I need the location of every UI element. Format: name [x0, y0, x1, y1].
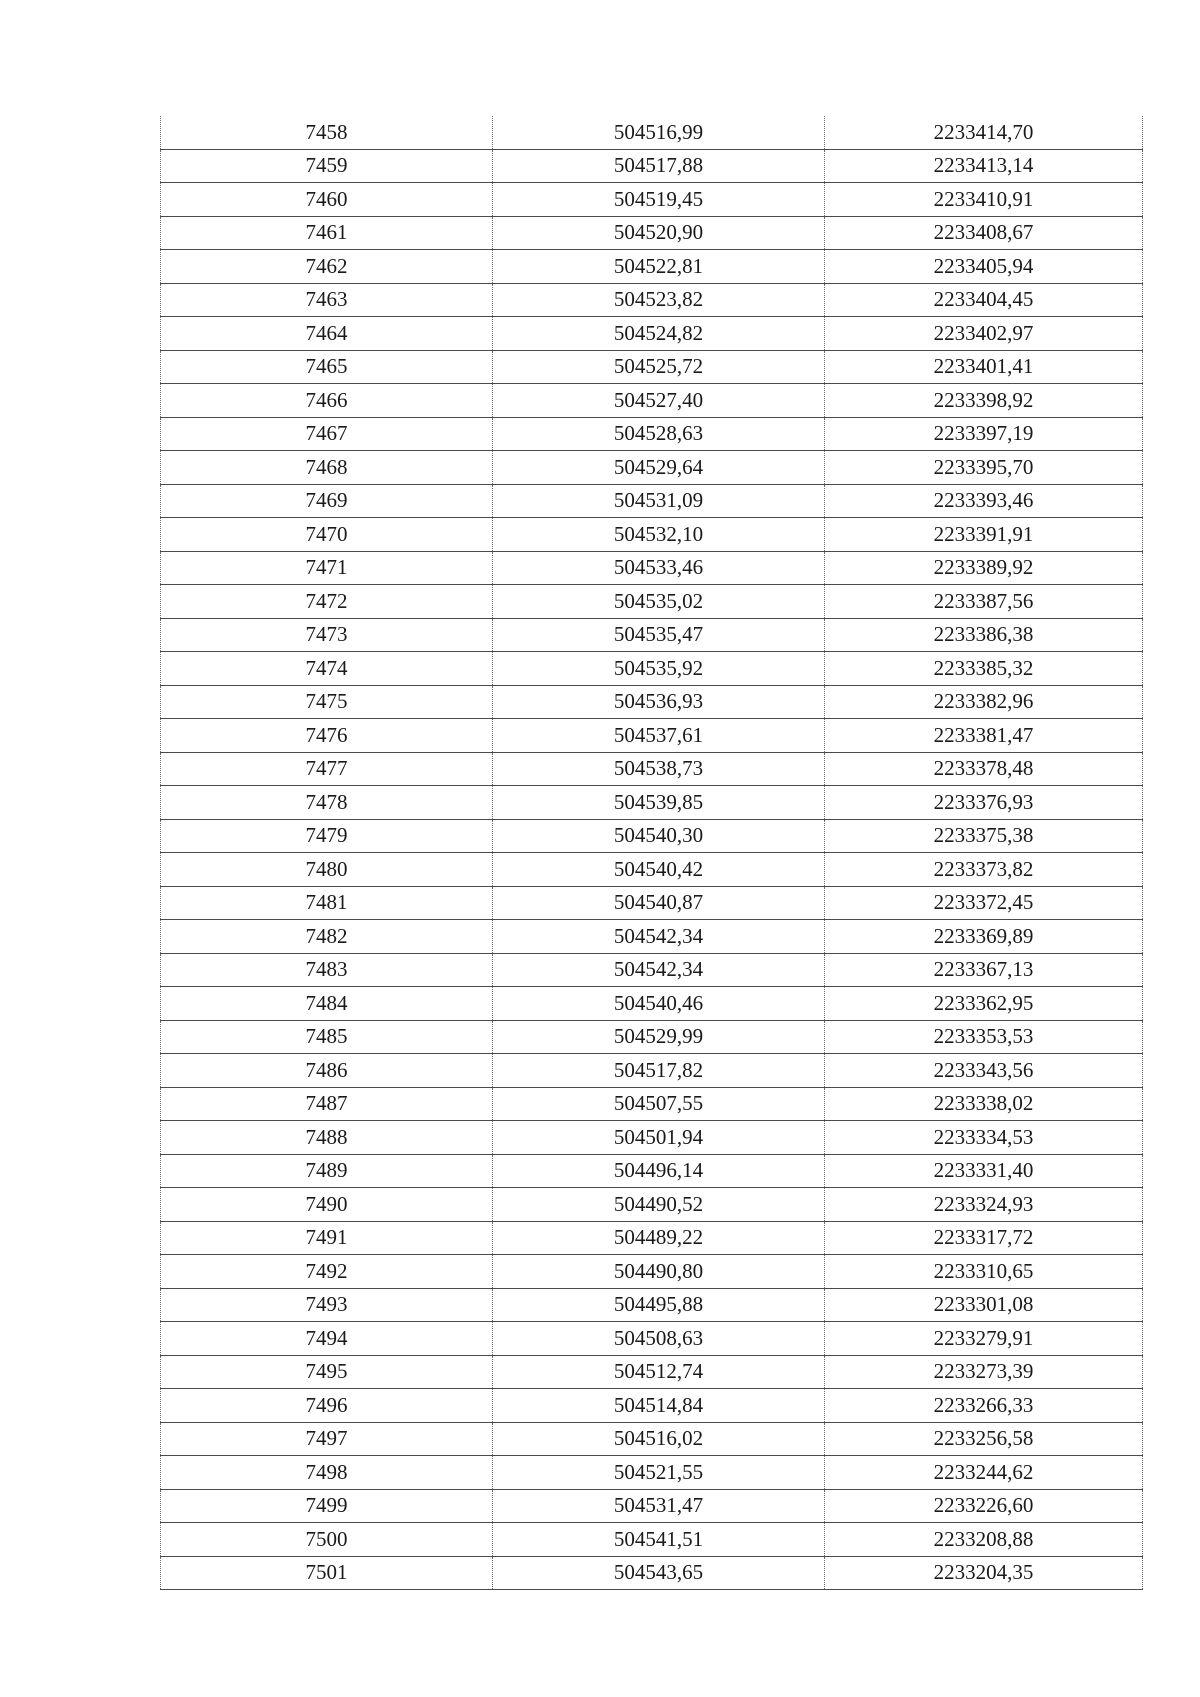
y-coordinate-cell: 2233405,94 — [825, 250, 1143, 284]
table-row — [161, 1221, 1143, 1255]
y-coordinate-cell: 2233256,58 — [825, 1422, 1143, 1456]
table-row — [161, 1422, 1143, 1456]
y-coordinate-cell: 2233266,33 — [825, 1389, 1143, 1423]
x-coordinate-cell: 504521,55 — [493, 1456, 825, 1490]
x-coordinate-cell: 504495,88 — [493, 1288, 825, 1322]
x-coordinate-cell: 504528,63 — [493, 417, 825, 451]
table-row — [161, 618, 1143, 652]
y-coordinate-cell: 2233362,95 — [825, 987, 1143, 1021]
y-coordinate-cell: 2233208,88 — [825, 1523, 1143, 1557]
table-row — [161, 1154, 1143, 1188]
point-number-cell: 7477 — [161, 752, 493, 786]
point-number-cell: 7486 — [161, 1054, 493, 1088]
x-coordinate-cell: 504533,46 — [493, 551, 825, 585]
coordinates-table — [160, 116, 1143, 1590]
x-coordinate-cell: 504531,47 — [493, 1489, 825, 1523]
y-coordinate-cell: 2233391,91 — [825, 518, 1143, 552]
point-number-cell: 7485 — [161, 1020, 493, 1054]
point-number-cell: 7468 — [161, 451, 493, 485]
point-number-cell: 7476 — [161, 719, 493, 753]
y-coordinate-cell: 2233204,35 — [825, 1556, 1143, 1590]
point-number-cell: 7482 — [161, 920, 493, 954]
x-coordinate-cell: 504535,92 — [493, 652, 825, 686]
table-row — [161, 1556, 1143, 1590]
table-row — [161, 585, 1143, 619]
table-row — [161, 518, 1143, 552]
table-row — [161, 652, 1143, 686]
y-coordinate-cell: 2233376,93 — [825, 786, 1143, 820]
coordinates-table-body — [161, 116, 1143, 1590]
x-coordinate-cell: 504512,74 — [493, 1355, 825, 1389]
y-coordinate-cell: 2233279,91 — [825, 1322, 1143, 1356]
x-coordinate-cell: 504523,82 — [493, 283, 825, 317]
table-row — [161, 149, 1143, 183]
point-number-cell: 7471 — [161, 551, 493, 585]
table-row — [161, 1288, 1143, 1322]
table-row — [161, 551, 1143, 585]
x-coordinate-cell: 504508,63 — [493, 1322, 825, 1356]
x-coordinate-cell: 504522,81 — [493, 250, 825, 284]
table-row — [161, 987, 1143, 1021]
table-row — [161, 1121, 1143, 1155]
point-number-cell: 7479 — [161, 819, 493, 853]
point-number-cell: 7463 — [161, 283, 493, 317]
x-coordinate-cell: 504535,02 — [493, 585, 825, 619]
x-coordinate-cell: 504542,34 — [493, 920, 825, 954]
table-row — [161, 1389, 1143, 1423]
y-coordinate-cell: 2233378,48 — [825, 752, 1143, 786]
point-number-cell: 7475 — [161, 685, 493, 719]
point-number-cell: 7459 — [161, 149, 493, 183]
table-row — [161, 283, 1143, 317]
y-coordinate-cell: 2233401,41 — [825, 350, 1143, 384]
x-coordinate-cell: 504541,51 — [493, 1523, 825, 1557]
point-number-cell: 7472 — [161, 585, 493, 619]
y-coordinate-cell: 2233404,45 — [825, 283, 1143, 317]
table-row — [161, 317, 1143, 351]
table-row — [161, 1020, 1143, 1054]
table-row — [161, 752, 1143, 786]
x-coordinate-cell: 504507,55 — [493, 1087, 825, 1121]
y-coordinate-cell: 2233310,65 — [825, 1255, 1143, 1289]
point-number-cell: 7469 — [161, 484, 493, 518]
point-number-cell: 7478 — [161, 786, 493, 820]
x-coordinate-cell: 504520,90 — [493, 216, 825, 250]
point-number-cell: 7490 — [161, 1188, 493, 1222]
y-coordinate-cell: 2233381,47 — [825, 719, 1143, 753]
table-row — [161, 1355, 1143, 1389]
table-row — [161, 1322, 1143, 1356]
x-coordinate-cell: 504529,99 — [493, 1020, 825, 1054]
y-coordinate-cell: 2233385,32 — [825, 652, 1143, 686]
y-coordinate-cell: 2233402,97 — [825, 317, 1143, 351]
x-coordinate-cell: 504490,80 — [493, 1255, 825, 1289]
y-coordinate-cell: 2233410,91 — [825, 183, 1143, 217]
x-coordinate-cell: 504532,10 — [493, 518, 825, 552]
point-number-cell: 7470 — [161, 518, 493, 552]
point-number-cell: 7491 — [161, 1221, 493, 1255]
point-number-cell: 7466 — [161, 384, 493, 418]
x-coordinate-cell: 504517,82 — [493, 1054, 825, 1088]
x-coordinate-cell: 504540,42 — [493, 853, 825, 887]
x-coordinate-cell: 504540,87 — [493, 886, 825, 920]
point-number-cell: 7460 — [161, 183, 493, 217]
table-row — [161, 1255, 1143, 1289]
point-number-cell: 7494 — [161, 1322, 493, 1356]
table-row — [161, 920, 1143, 954]
x-coordinate-cell: 504539,85 — [493, 786, 825, 820]
table-row — [161, 1456, 1143, 1490]
point-number-cell: 7493 — [161, 1288, 493, 1322]
x-coordinate-cell: 504516,99 — [493, 116, 825, 149]
point-number-cell: 7462 — [161, 250, 493, 284]
table-row — [161, 350, 1143, 384]
table-row — [161, 451, 1143, 485]
table-row — [161, 250, 1143, 284]
point-number-cell: 7489 — [161, 1154, 493, 1188]
x-coordinate-cell: 504517,88 — [493, 149, 825, 183]
point-number-cell: 7461 — [161, 216, 493, 250]
y-coordinate-cell: 2233408,67 — [825, 216, 1143, 250]
x-coordinate-cell: 504538,73 — [493, 752, 825, 786]
point-number-cell: 7497 — [161, 1422, 493, 1456]
y-coordinate-cell: 2233382,96 — [825, 685, 1143, 719]
y-coordinate-cell: 2233397,19 — [825, 417, 1143, 451]
point-number-cell: 7474 — [161, 652, 493, 686]
table-row — [161, 1087, 1143, 1121]
point-number-cell: 7464 — [161, 317, 493, 351]
y-coordinate-cell: 2233398,92 — [825, 384, 1143, 418]
x-coordinate-cell: 504540,46 — [493, 987, 825, 1021]
table-row — [161, 853, 1143, 887]
x-coordinate-cell: 504490,52 — [493, 1188, 825, 1222]
point-number-cell: 7483 — [161, 953, 493, 987]
x-coordinate-cell: 504540,30 — [493, 819, 825, 853]
point-number-cell: 7473 — [161, 618, 493, 652]
y-coordinate-cell: 2233395,70 — [825, 451, 1143, 485]
point-number-cell: 7465 — [161, 350, 493, 384]
y-coordinate-cell: 2233375,38 — [825, 819, 1143, 853]
y-coordinate-cell: 2233343,56 — [825, 1054, 1143, 1088]
table-row — [161, 417, 1143, 451]
x-coordinate-cell: 504531,09 — [493, 484, 825, 518]
table-row — [161, 953, 1143, 987]
y-coordinate-cell: 2233244,62 — [825, 1456, 1143, 1490]
table-row — [161, 216, 1143, 250]
y-coordinate-cell: 2233369,89 — [825, 920, 1143, 954]
point-number-cell: 7458 — [161, 116, 493, 149]
y-coordinate-cell: 2233324,93 — [825, 1188, 1143, 1222]
y-coordinate-cell: 2233387,56 — [825, 585, 1143, 619]
y-coordinate-cell: 2233413,14 — [825, 149, 1143, 183]
x-coordinate-cell: 504535,47 — [493, 618, 825, 652]
point-number-cell: 7488 — [161, 1121, 493, 1155]
x-coordinate-cell: 504529,64 — [493, 451, 825, 485]
point-number-cell: 7501 — [161, 1556, 493, 1590]
y-coordinate-cell: 2233414,70 — [825, 116, 1143, 149]
table-row — [161, 1489, 1143, 1523]
y-coordinate-cell: 2233317,72 — [825, 1221, 1143, 1255]
table-row — [161, 384, 1143, 418]
table-row — [161, 685, 1143, 719]
x-coordinate-cell: 504537,61 — [493, 719, 825, 753]
y-coordinate-cell: 2233393,46 — [825, 484, 1143, 518]
point-number-cell: 7487 — [161, 1087, 493, 1121]
y-coordinate-cell: 2233334,53 — [825, 1121, 1143, 1155]
point-number-cell: 7500 — [161, 1523, 493, 1557]
y-coordinate-cell: 2233338,02 — [825, 1087, 1143, 1121]
point-number-cell: 7492 — [161, 1255, 493, 1289]
table-row — [161, 1054, 1143, 1088]
y-coordinate-cell: 2233226,60 — [825, 1489, 1143, 1523]
x-coordinate-cell: 504527,40 — [493, 384, 825, 418]
point-number-cell: 7480 — [161, 853, 493, 887]
table-row — [161, 719, 1143, 753]
table-row — [161, 886, 1143, 920]
x-coordinate-cell: 504516,02 — [493, 1422, 825, 1456]
y-coordinate-cell: 2233372,45 — [825, 886, 1143, 920]
table-row — [161, 116, 1143, 149]
x-coordinate-cell: 504543,65 — [493, 1556, 825, 1590]
y-coordinate-cell: 2233367,13 — [825, 953, 1143, 987]
table-row — [161, 1188, 1143, 1222]
x-coordinate-cell: 504514,84 — [493, 1389, 825, 1423]
x-coordinate-cell: 504524,82 — [493, 317, 825, 351]
y-coordinate-cell: 2233331,40 — [825, 1154, 1143, 1188]
x-coordinate-cell: 504536,93 — [493, 685, 825, 719]
point-number-cell: 7499 — [161, 1489, 493, 1523]
point-number-cell: 7498 — [161, 1456, 493, 1490]
point-number-cell: 7481 — [161, 886, 493, 920]
x-coordinate-cell: 504525,72 — [493, 350, 825, 384]
x-coordinate-cell: 504519,45 — [493, 183, 825, 217]
y-coordinate-cell: 2233386,38 — [825, 618, 1143, 652]
y-coordinate-cell: 2233373,82 — [825, 853, 1143, 887]
y-coordinate-cell: 2233353,53 — [825, 1020, 1143, 1054]
table-row — [161, 1523, 1143, 1557]
point-number-cell: 7495 — [161, 1355, 493, 1389]
point-number-cell: 7484 — [161, 987, 493, 1021]
table-row — [161, 819, 1143, 853]
y-coordinate-cell: 2233389,92 — [825, 551, 1143, 585]
point-number-cell: 7467 — [161, 417, 493, 451]
table-row — [161, 786, 1143, 820]
x-coordinate-cell: 504501,94 — [493, 1121, 825, 1155]
y-coordinate-cell: 2233301,08 — [825, 1288, 1143, 1322]
x-coordinate-cell: 504489,22 — [493, 1221, 825, 1255]
x-coordinate-cell: 504496,14 — [493, 1154, 825, 1188]
x-coordinate-cell: 504542,34 — [493, 953, 825, 987]
y-coordinate-cell: 2233273,39 — [825, 1355, 1143, 1389]
point-number-cell: 7496 — [161, 1389, 493, 1423]
table-row — [161, 484, 1143, 518]
table-row — [161, 183, 1143, 217]
